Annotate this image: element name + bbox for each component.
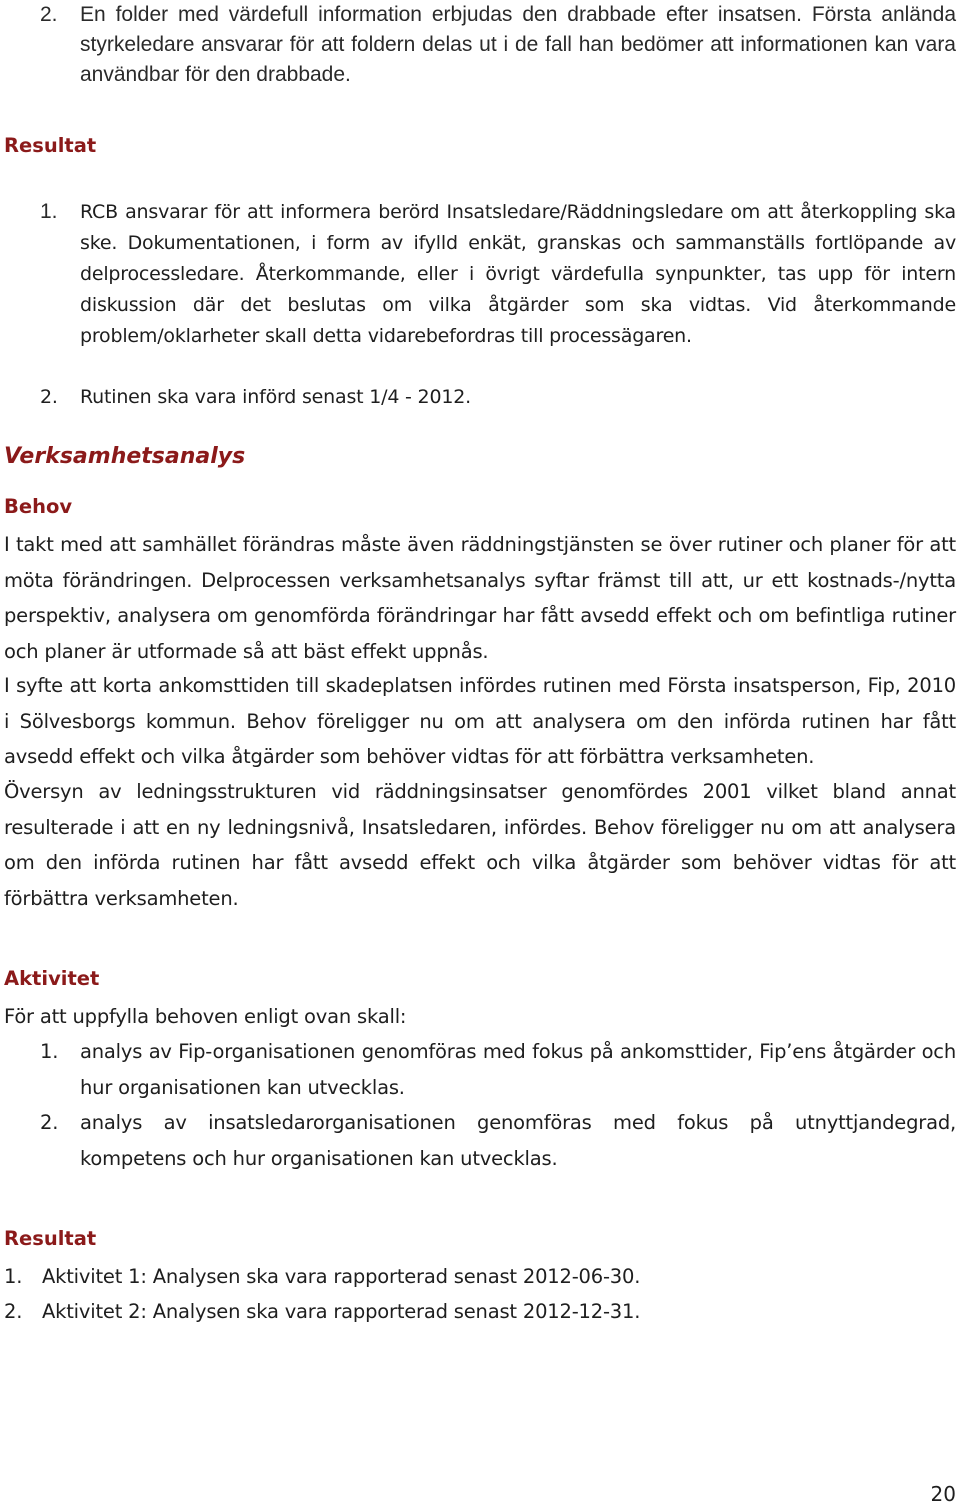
section-heading-verksamhetsanalys: Verksamhetsanalys <box>4 444 246 469</box>
list-text: Aktivitet 2: Analysen ska vara rapporterad senast 2012-12-31. <box>42 1300 641 1323</box>
list-number: 2. <box>4 1300 23 1323</box>
section-heading-aktivitet: Aktivitet <box>4 967 100 990</box>
list-text: analys av Fip-organisationen genomföras med fokus på ankomsttider, Fip’ens åtgärder och hur organisationen kan utvecklas. <box>80 1040 956 1099</box>
aktivitet-intro: För att uppfylla behoven enligt ovan skall: <box>4 1005 407 1028</box>
list-text: En folder med värdefull information erbjudas den drabbade efter insatsen. Första anlända styrkeledare ansvarar för att foldern delas ut i de fall han bedömer att informationen kan vara användbar för den drabbade. <box>80 3 956 86</box>
list-text: analys av insatsledarorganisationen genomföras med fokus på utnyttjandegrad, kompetens och hur organisationen kan utvecklas. <box>80 1111 956 1170</box>
list-text: Aktivitet 1: Analysen ska vara rapporterad senast 2012-06-30. <box>42 1265 641 1288</box>
paragraph: I takt med att samhället förändras måste även räddningstjänsten se över rutiner och planer för att möta förändringen. Delprocessen verksamhetsanalys syftar främst till att, ur ett kostnads-/nytta perspektiv, analysera om genomförda förändringar har fått avsedd effekt och om befintliga rutiner och planer är utformade så att bäst effekt uppnås. <box>4 533 956 663</box>
paragraph: Översyn av ledningsstrukturen vid räddningsinsatser genomfördes 2001 vilket bland annat resulterade i att en ny ledningsnivå, Insatsledaren, infördes. Behov föreligger nu om att analysera om den införda rutinen har fått avsedd effekt och vilka åtgärder som behöver vidtas för att förbättra verksamheten. <box>4 780 956 910</box>
list-number: 2. <box>40 3 58 26</box>
page-number: 20 <box>930 1482 956 1506</box>
list-number: 2. <box>40 386 58 408</box>
section-heading-resultat: Resultat <box>4 1227 97 1250</box>
list-text: Rutinen ska vara införd senast 1/4 - 2012. <box>80 386 471 408</box>
list-text: RCB ansvarar för att informera berörd Insatsledare/Räddningsledare om att återkoppling ska ske. Dokumentationen, i form av ifylld enkät, granskas och sammanställs fortlöpande av delprocessledare. Återkommande, eller i övrigt värdefulla synpunkter, tas upp för intern diskussion där det beslutas om vilka åtgärder som ska vidtas. Vid återkommande problem/oklarheter skall detta vidarebefordras till processägaren. <box>80 201 956 347</box>
list-number: 1. <box>4 1265 23 1288</box>
subsection-heading-behov: Behov <box>4 495 73 518</box>
list-number: 1. <box>40 200 58 223</box>
section-heading-resultat: Resultat <box>4 134 97 157</box>
list-number: 2. <box>40 1111 59 1134</box>
paragraph: I syfte att korta ankomsttiden till skadeplatsen infördes rutinen med Första insatsperson, Fip, 2010 i Sölvesborgs kommun. Behov föreligger nu om att analysera om den införda rutinen har fått avsedd effekt och vilka åtgärder som behöver vidtas för att förbättra verksamheten. <box>4 674 956 768</box>
list-number: 1. <box>40 1040 59 1063</box>
